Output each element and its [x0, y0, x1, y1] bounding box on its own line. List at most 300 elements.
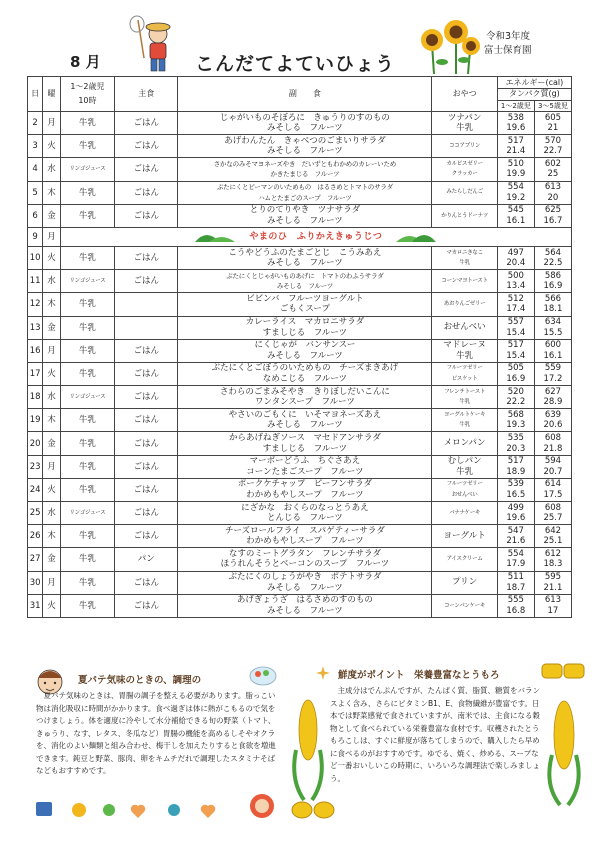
row-nutrition-1-2	[497, 181, 534, 204]
row-nutrition-1-2-line1: 517	[507, 135, 524, 146]
row-nutrition-1-2-line2: 21.6	[506, 536, 526, 547]
row-day: 2	[28, 112, 43, 135]
row-nutrition-3-5-line1: 627	[544, 386, 562, 397]
row-snack	[432, 386, 497, 409]
row-nutrition-3-5	[534, 409, 571, 432]
corn-right-illustration	[540, 660, 590, 810]
row-staple: ごはん	[115, 386, 178, 409]
row-nutrition-1-2	[497, 293, 534, 316]
row-day: 24	[28, 478, 43, 501]
row-drink: 牛乳	[60, 181, 115, 204]
table-row	[28, 594, 572, 617]
row-snack-line1: フルーツゼリー	[446, 365, 483, 372]
row-side-dish	[178, 432, 432, 455]
row-day: 11	[28, 270, 43, 293]
row-nutrition-1-2-line2: 19.9	[506, 169, 526, 180]
row-side-dish-line2: みそしる フルーツ	[266, 258, 343, 269]
row-staple	[115, 316, 178, 339]
row-day: 27	[28, 548, 43, 571]
row-drink: 牛乳	[60, 432, 115, 455]
row-side-dish-line2: ごもくスープ	[279, 304, 330, 315]
row-snack	[432, 204, 497, 227]
row-side-dish	[178, 478, 432, 501]
row-nutrition-1-2	[497, 316, 534, 339]
holiday-row	[28, 227, 572, 246]
row-side-dish	[178, 362, 432, 385]
row-weekday: 水	[43, 270, 60, 293]
row-side-dish-line2: ハムとたまごのスープ フルーツ	[258, 193, 352, 202]
row-nutrition-3-5-line1: 570	[544, 135, 562, 146]
row-nutrition-3-5-line1: 642	[544, 525, 562, 536]
row-side-dish-line1: にくじゃが バンサンスー	[254, 340, 356, 351]
table-header-row	[28, 77, 572, 101]
row-weekday: 木	[43, 293, 60, 316]
row-side-dish	[178, 502, 432, 525]
row-nutrition-3-5-line1: 594	[544, 456, 562, 467]
child-with-net-illustration	[128, 14, 184, 78]
row-nutrition-3-5	[534, 135, 571, 158]
row-day: 19	[28, 409, 43, 432]
table-row	[28, 339, 572, 362]
row-side-dish-line2: みそしる フルーツ	[266, 582, 343, 593]
row-nutrition-3-5-line2: 16.1	[543, 350, 563, 361]
table-row	[28, 571, 572, 594]
row-side-dish	[178, 339, 432, 362]
row-day: 20	[28, 432, 43, 455]
row-nutrition-1-2-line2: 16.1	[506, 215, 526, 226]
row-side-dish-line2: ほうれんそうとベーコンのスープ フルーツ	[220, 559, 390, 570]
header-age-group: 1～2歳児	[70, 82, 105, 91]
row-nutrition-3-5-line1: 600	[544, 340, 562, 351]
table-row	[28, 409, 572, 432]
row-drink: 牛乳	[60, 455, 115, 478]
row-drink: リンゴジュース	[60, 270, 115, 293]
row-nutrition-1-2	[497, 525, 534, 548]
row-snack-line1: メロンパン	[443, 438, 486, 449]
row-side-dish	[178, 548, 432, 571]
row-side-dish	[178, 135, 432, 158]
row-snack-line1: かりんとうドーナツ	[441, 212, 488, 219]
table-row	[28, 293, 572, 316]
row-nutrition-3-5	[534, 548, 571, 571]
row-snack	[432, 362, 497, 385]
row-side-dish	[178, 293, 432, 316]
row-staple: ごはん	[115, 362, 178, 385]
row-staple: ごはん	[115, 112, 178, 135]
row-snack-line2: 牛乳	[459, 422, 470, 429]
row-nutrition-3-5	[534, 502, 571, 525]
hill-right-icon	[396, 232, 436, 242]
row-weekday: 火	[43, 478, 60, 501]
row-snack	[432, 594, 497, 617]
row-weekday: 金	[43, 432, 60, 455]
row-nutrition-3-5	[534, 571, 571, 594]
row-snack	[432, 135, 497, 158]
row-side-dish-line1: とりのてりやき ツナサラダ	[249, 205, 361, 216]
row-side-dish-line1: カレーライス マカロニサラダ	[245, 317, 365, 328]
row-staple: ごはん	[115, 502, 178, 525]
row-weekday: 水	[43, 158, 60, 181]
row-side-dish-line1: ぶたにくとごぼうのいためもの チーズまきあげ	[211, 363, 399, 374]
row-nutrition-1-2	[497, 135, 534, 158]
row-nutrition-1-2-line2: 22.2	[506, 397, 526, 408]
row-nutrition-3-5-line2: 17.5	[543, 489, 563, 500]
header-energy: エネルギー(cal)	[498, 78, 571, 89]
row-staple: ごはん	[115, 135, 178, 158]
row-nutrition-3-5-line2: 16.9	[543, 281, 563, 292]
row-nutrition-3-5-line1: 634	[544, 317, 562, 328]
row-nutrition-3-5	[534, 158, 571, 181]
table-row	[28, 316, 572, 339]
row-day: 30	[28, 571, 43, 594]
row-nutrition-3-5	[534, 293, 571, 316]
row-nutrition-1-2	[497, 594, 534, 617]
row-weekday: 金	[43, 548, 60, 571]
row-nutrition-1-2-line1: 554	[507, 182, 524, 193]
row-staple: ごはん	[115, 158, 178, 181]
row-side-dish-line2: わかめもやしスープ フルーツ	[246, 536, 364, 547]
row-snack	[432, 316, 497, 339]
row-nutrition-3-5-line1: 608	[544, 433, 562, 444]
row-staple: ごはん	[115, 339, 178, 362]
row-nutrition-3-5-line2: 25	[547, 169, 559, 180]
row-side-dish-line2: みそしる フルーツ	[266, 605, 343, 616]
table-row	[28, 502, 572, 525]
row-day: 10	[28, 246, 43, 269]
row-nutrition-3-5	[534, 204, 571, 227]
table-row	[28, 362, 572, 385]
row-weekday: 金	[43, 316, 60, 339]
row-weekday: 水	[43, 386, 60, 409]
row-nutrition-1-2-line2: 19.6	[506, 123, 526, 134]
row-snack	[432, 181, 497, 204]
row-drink: 牛乳	[60, 409, 115, 432]
row-nutrition-1-2	[497, 112, 534, 135]
row-side-dish	[178, 112, 432, 135]
row-nutrition-1-2-line2: 19.6	[506, 513, 526, 524]
row-side-dish	[178, 270, 432, 293]
row-snack	[432, 525, 497, 548]
row-staple: ごはん	[115, 409, 178, 432]
row-nutrition-1-2	[497, 339, 534, 362]
row-nutrition-3-5	[534, 112, 571, 135]
row-nutrition-3-5-line1: 639	[544, 409, 562, 420]
row-weekday: 水	[43, 502, 60, 525]
row-snack-line1: ヨーグルトケーキ	[443, 411, 486, 418]
row-nutrition-3-5-line2: 20.7	[543, 466, 563, 477]
row-nutrition-3-5-line2: 22.5	[543, 258, 563, 269]
row-nutrition-3-5-line1: 595	[544, 572, 562, 583]
row-side-dish-line1: ぶたにくとピーマンのいためもの はるさめとトマトのサラダ	[216, 183, 393, 192]
row-nutrition-1-2-line1: 538	[507, 112, 524, 123]
row-snack	[432, 432, 497, 455]
row-nutrition-3-5	[534, 270, 571, 293]
row-nutrition-1-2	[497, 270, 534, 293]
row-side-dish-line1: さかなのみそマヨネーズやき だいずともわかめのカレーいため	[213, 159, 397, 168]
row-drink: 牛乳	[60, 293, 115, 316]
row-snack	[432, 293, 497, 316]
row-side-dish	[178, 158, 432, 181]
row-nutrition-1-2	[497, 246, 534, 269]
row-nutrition-1-2-line2: 18.7	[506, 582, 526, 593]
row-side-dish	[178, 316, 432, 339]
row-drink: リンゴジュース	[60, 502, 115, 525]
row-side-dish-line2: なめこじる フルーツ	[262, 373, 348, 384]
row-nutrition-3-5	[534, 386, 571, 409]
sunflowers-illustration	[412, 14, 484, 76]
row-nutrition-3-5	[534, 478, 571, 501]
table-row	[28, 455, 572, 478]
row-snack	[432, 548, 497, 571]
row-nutrition-1-2-line1: 499	[507, 502, 524, 513]
row-nutrition-3-5-line2: 18.3	[543, 559, 563, 570]
row-side-dish	[178, 386, 432, 409]
row-side-dish-line2: わかめもやしスープ フルーツ	[246, 489, 364, 500]
row-snack-line2: 牛乳	[459, 399, 470, 406]
table-row	[28, 158, 572, 181]
row-drink: 牛乳	[60, 135, 115, 158]
row-weekday: 火	[43, 594, 60, 617]
row-nutrition-1-2	[497, 548, 534, 571]
row-nutrition-1-2	[497, 386, 534, 409]
row-nutrition-3-5-line1: 625	[544, 205, 562, 216]
row-nutrition-3-5-line1: 613	[544, 595, 562, 606]
row-side-dish-line1: あげぎょうざ はるさめのすのもの	[236, 595, 373, 606]
row-drink: 牛乳	[60, 246, 115, 269]
row-snack	[432, 409, 497, 432]
row-staple: ごはん	[115, 246, 178, 269]
row-drink: 牛乳	[60, 571, 115, 594]
row-nutrition-1-2-line2: 19.2	[506, 192, 526, 203]
row-nutrition-1-2-line2: 18.9	[506, 466, 526, 477]
row-nutrition-3-5-line2: 20	[547, 192, 559, 203]
row-side-dish-line2: みそしる フルーツ	[266, 146, 343, 157]
row-nutrition-3-5-line2: 20.6	[543, 420, 563, 431]
row-snack-line1: むしパン	[447, 456, 482, 467]
row-nutrition-3-5-line2: 22.7	[543, 146, 563, 157]
row-drink: 牛乳	[60, 204, 115, 227]
row-snack-line1: バナナケーキ	[449, 509, 481, 516]
row-nutrition-3-5-line1: 566	[544, 293, 562, 304]
row-day: 18	[28, 386, 43, 409]
row-snack-line1: ツナパン	[447, 112, 482, 123]
row-day: 5	[28, 181, 43, 204]
row-nutrition-3-5-line2: 25.7	[543, 513, 563, 524]
row-staple: ごはん	[115, 270, 178, 293]
row-side-dish-line2: コーンたまごスープ フルーツ	[246, 466, 364, 477]
row-snack-line1: あおりんごゼリー	[443, 301, 486, 308]
vegetables-bowl-icon	[248, 664, 278, 686]
row-nutrition-1-2-line2: 16.5	[506, 489, 526, 500]
row-snack-line1: プリン	[452, 577, 478, 588]
row-nutrition-1-2-line1: 511	[507, 572, 524, 583]
row-nutrition-3-5-line2: 16.7	[543, 215, 563, 226]
row-nutrition-1-2	[497, 571, 534, 594]
header-time	[60, 77, 115, 112]
row-snack	[432, 246, 497, 269]
table-row	[28, 432, 572, 455]
row-snack-line1: おせんべい	[443, 322, 486, 333]
holiday-weekday: 月	[43, 227, 60, 246]
row-side-dish	[178, 525, 432, 548]
row-nutrition-1-2-line1: 520	[507, 386, 524, 397]
row-nutrition-3-5-line2: 25.1	[543, 536, 563, 547]
row-snack-line2: おせんべい	[451, 491, 478, 498]
holiday-text: やまのひ ふりかえきゅうじつ	[249, 232, 383, 243]
row-staple: ごはん	[115, 571, 178, 594]
table-row	[28, 112, 572, 135]
header-nutrition	[497, 77, 571, 101]
row-nutrition-3-5-line1: 614	[544, 479, 562, 490]
row-snack	[432, 571, 497, 594]
row-staple: ごはん	[115, 594, 178, 617]
row-staple	[115, 293, 178, 316]
row-snack	[432, 339, 497, 362]
row-nutrition-3-5-line1: 612	[544, 548, 562, 559]
row-snack-line1: みたらしだんご	[446, 189, 483, 196]
holiday-cell	[60, 227, 571, 246]
row-day: 13	[28, 316, 43, 339]
row-nutrition-1-2-line1: 517	[507, 340, 524, 351]
row-snack-line2: 牛乳	[456, 466, 474, 477]
row-snack-line2: 牛乳	[459, 260, 470, 267]
row-snack-line1: フルーツゼリー	[446, 481, 483, 488]
row-drink: リンゴジュース	[60, 386, 115, 409]
row-day: 6	[28, 204, 43, 227]
row-drink: 牛乳	[60, 594, 115, 617]
row-nutrition-1-2-line2: 15.4	[506, 327, 526, 338]
row-side-dish-line1: マーボーどうふ ちぐさあえ	[249, 456, 361, 467]
row-nutrition-1-2	[497, 204, 534, 227]
row-snack-line1: フレンチトースト	[444, 388, 486, 395]
row-side-dish-line1: あげわんたん きゃべつのごまいりサラダ	[224, 135, 386, 146]
row-side-dish-line1: ぶたにくのしょうがやき ポテトサラダ	[228, 572, 382, 583]
row-side-dish	[178, 409, 432, 432]
corn-nutrition-title: 鮮度がポイント 栄養豊富なとうもろ	[338, 670, 500, 681]
table-row	[28, 181, 572, 204]
row-weekday: 月	[43, 455, 60, 478]
row-side-dish-line2: すましじる フルーツ	[262, 443, 348, 454]
row-side-dish-line1: ポークケチャップ ピーフンサラダ	[237, 479, 373, 490]
row-snack-line1: マドレーヌ	[443, 340, 486, 351]
header-day: 日	[28, 77, 43, 112]
row-nutrition-3-5	[534, 455, 571, 478]
row-side-dish-line2: かきたまじる フルーツ	[270, 170, 340, 179]
row-nutrition-1-2-line1: 555	[507, 595, 524, 606]
row-drink: 牛乳	[60, 478, 115, 501]
row-snack-line1: コーンパンケーキ	[444, 602, 486, 609]
row-nutrition-3-5-line1: 564	[544, 247, 562, 258]
row-nutrition-3-5	[534, 525, 571, 548]
table-row	[28, 386, 572, 409]
row-staple: ごはん	[115, 455, 178, 478]
header-protein: タンパク質(g)	[509, 88, 560, 98]
row-nutrition-3-5-line1: 586	[544, 270, 562, 281]
row-nutrition-1-2-line1: 497	[507, 247, 524, 258]
row-nutrition-1-2	[497, 362, 534, 385]
row-nutrition-1-2-line1: 517	[507, 456, 524, 467]
row-nutrition-3-5-line2: 15.5	[543, 327, 563, 338]
row-nutrition-1-2	[497, 455, 534, 478]
header-age-3-5: 3～5歳児	[534, 100, 571, 111]
row-nutrition-1-2-line1: 539	[507, 479, 524, 490]
row-day: 26	[28, 525, 43, 548]
row-side-dish-line2: みそしる フルーツ	[276, 282, 333, 291]
row-nutrition-1-2-line1: 500	[507, 270, 524, 281]
organization-name: 富士保育園	[484, 45, 532, 56]
row-day: 16	[28, 339, 43, 362]
row-side-dish-line2: ワンタンスープ フルーツ	[254, 397, 355, 408]
row-nutrition-1-2-line2: 13.4	[506, 281, 526, 292]
row-drink: 牛乳	[60, 525, 115, 548]
row-nutrition-1-2-line1: 557	[507, 317, 524, 328]
row-side-dish-line1: さわらのごまみそやき きりぼしだいこんに	[219, 386, 390, 397]
row-nutrition-3-5-line2: 21	[547, 123, 559, 134]
row-nutrition-1-2-line1: 547	[507, 525, 524, 536]
row-snack	[432, 112, 497, 135]
row-nutrition-3-5-line2: 28.9	[543, 397, 563, 408]
row-side-dish	[178, 246, 432, 269]
row-nutrition-3-5	[534, 362, 571, 385]
row-drink: リンゴジュース	[60, 158, 115, 181]
row-nutrition-1-2-line1: 510	[507, 158, 524, 169]
row-nutrition-1-2-line1: 505	[507, 363, 524, 374]
corn-slices-illustration	[290, 792, 350, 822]
fiscal-year: 令和3年度	[486, 31, 531, 42]
row-weekday: 木	[43, 525, 60, 548]
row-nutrition-1-2-line1: 554	[507, 548, 524, 559]
row-nutrition-1-2-line2: 20.4	[506, 258, 526, 269]
row-weekday: 木	[43, 181, 60, 204]
row-drink: 牛乳	[60, 112, 115, 135]
row-nutrition-1-2-line2: 17.4	[506, 304, 526, 315]
table-row	[28, 270, 572, 293]
table-row	[28, 525, 572, 548]
row-staple: ごはん	[115, 181, 178, 204]
row-nutrition-3-5-line2: 17.2	[543, 373, 563, 384]
row-snack-line2: 牛乳	[456, 123, 474, 134]
row-side-dish-line1: ビビンバ フルーツヨーグルト	[246, 293, 364, 304]
row-day: 3	[28, 135, 43, 158]
row-side-dish	[178, 181, 432, 204]
row-nutrition-1-2-line2: 16.9	[506, 373, 526, 384]
row-nutrition-1-2-line2: 16.8	[506, 605, 526, 616]
row-side-dish-line1: こうやどうふのたまごとじ こうみあえ	[228, 247, 382, 258]
row-side-dish-line2: みそしる フルーツ	[266, 420, 343, 431]
row-staple: ごはん	[115, 478, 178, 501]
row-staple: ごはん	[115, 432, 178, 455]
summer-fatigue-title: 夏バテ気味のときの、調理の	[78, 675, 202, 686]
summer-fatigue-body: 夏バテ気味のときは、胃腸の調子を整える必要があります。脂っこい物は消化吸収に時間がかかります。食べ過ぎは体に熱がこもるので気をつけましょう。体を適度に冷やして水分補給できる旬の野菜（トマト、きゅうり、なす、レタス、冬瓜など）胃腸の機能を高めるしそやオクラを、消化のよい麺類と組み合わせ、梅干しを加えたりすると食欲を増進できます。鈍豆と野菜、豚肉、卵をキムチだれで調理したスタミナそばなどもおすすめです。	[36, 691, 276, 775]
row-snack	[432, 270, 497, 293]
row-snack	[432, 455, 497, 478]
row-weekday: 木	[43, 409, 60, 432]
header-side-dish: 副 食	[178, 77, 432, 112]
row-weekday: 火	[43, 246, 60, 269]
row-side-dish	[178, 571, 432, 594]
row-weekday: 金	[43, 204, 60, 227]
row-snack-line1: アイスクリーム	[446, 556, 483, 563]
row-side-dish-line1: なすのミートグラタン フレンチサラダ	[228, 548, 381, 559]
row-day: 4	[28, 158, 43, 181]
row-snack	[432, 158, 497, 181]
row-side-dish-line2: とんじる フルーツ	[266, 513, 343, 524]
row-nutrition-3-5	[534, 181, 571, 204]
row-snack-line2: 牛乳	[456, 350, 474, 361]
row-nutrition-1-2-line2: 21.4	[506, 146, 526, 157]
row-day: 25	[28, 502, 43, 525]
row-side-dish-line2: みそしる フルーツ	[266, 215, 343, 226]
